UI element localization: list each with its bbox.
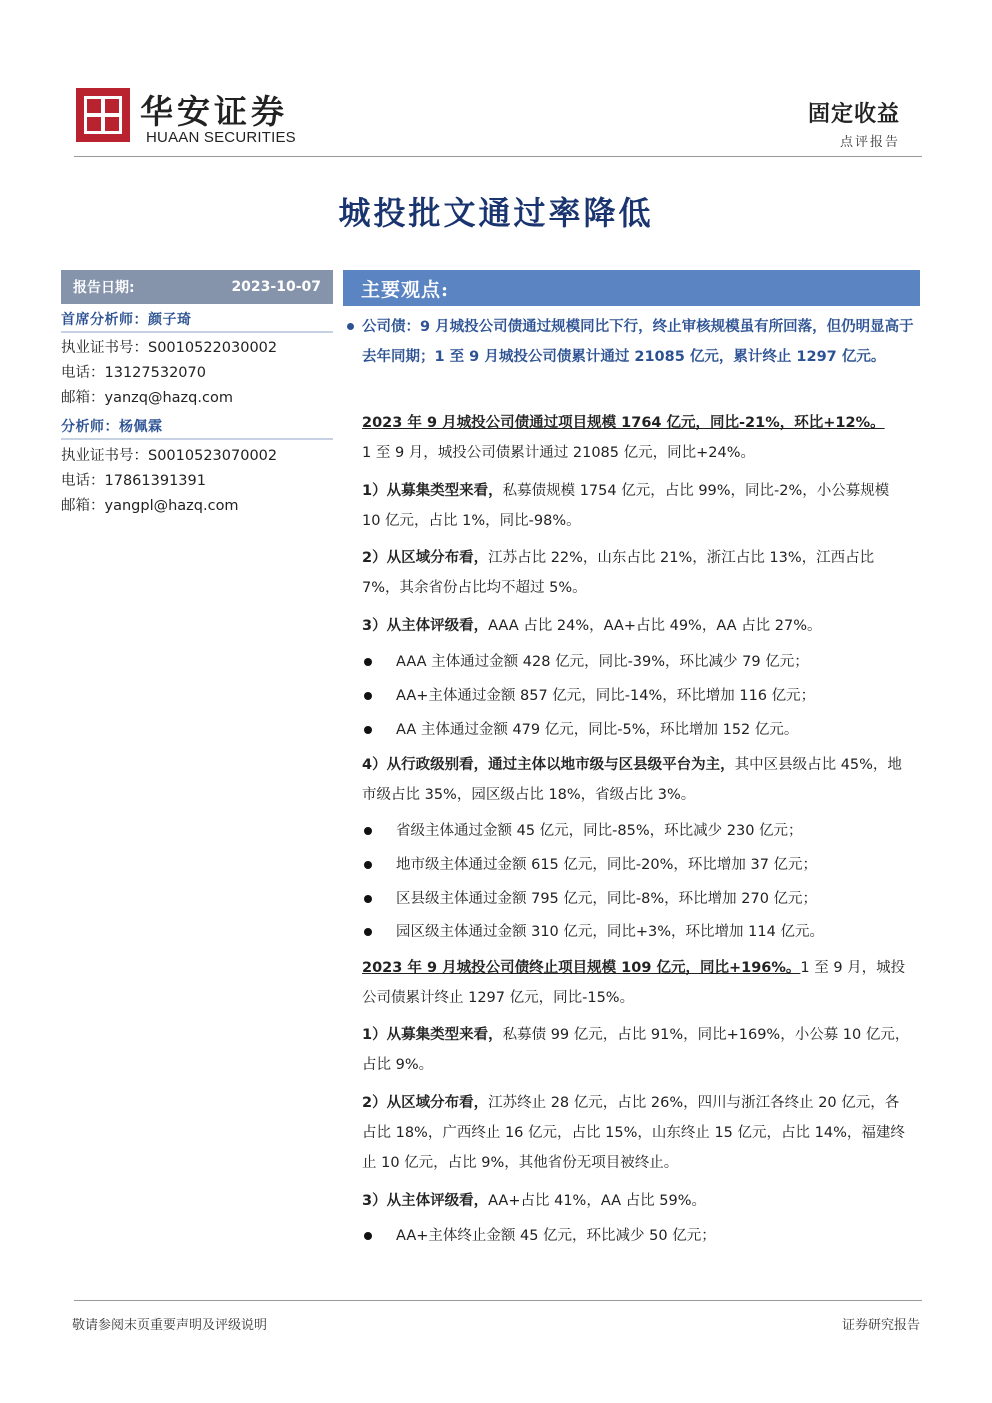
paragraph-body: 江苏终止 28 亿元，占比 26%，四川与浙江各终止 20 亿元，各占比 18%，广西终止 16 亿元，占比 15%，山东终止 15 亿元，占比 14%，福建终止 10 亿元，占比 9%，其他省份无项目被终止。 (362, 1095, 905, 1171)
main-points-banner: 主要观点: (343, 270, 920, 306)
analyst-divider (61, 331, 333, 333)
bullet-icon (347, 323, 354, 330)
report-date-value: 2023-10-07 (231, 279, 321, 295)
bullet-icon (364, 827, 372, 835)
section2-fundraising-paragraph (362, 1020, 910, 1080)
logo-english-name: HUAAN SECURITIES (146, 129, 296, 146)
footer-disclaimer: 敬请参阅末页重要声明及评级说明 (72, 1318, 268, 1333)
section1-admin-paragraph (362, 750, 910, 810)
brand-logo-icon (76, 88, 130, 142)
logo-chinese-name: 华安证券 (140, 92, 288, 131)
paragraph-lead: 4）从行政级别看，通过主体以地市级与区县级平台为主， (362, 757, 735, 773)
chief-analyst-license: 执业证书号：S0010522030002 (61, 340, 278, 356)
paragraph-lead: 2）从区域分布看， (362, 1095, 489, 1111)
section1-headline-rest: 1 至 9 月，城投公司债累计通过 21085 亿元，同比+24%。 (362, 445, 755, 461)
paragraph-lead: 2）从区域分布看， (362, 550, 489, 566)
chief-analyst-phone: 电话：13127532070 (61, 365, 206, 381)
analyst-license: 执业证书号：S0010523070002 (61, 448, 278, 464)
section2-headline (362, 953, 910, 1013)
section1-fundraising-paragraph (362, 476, 910, 536)
footer-divider (74, 1300, 922, 1301)
section2-headline-text: 2023 年 9 月城投公司债终止项目规模 109 亿元，同比+196%。 (362, 960, 801, 976)
paragraph-body: 江苏占比 22%，山东占比 21%，浙江占比 13%，江西占比 7%，其余省份占比均不超过 5%。 (362, 550, 875, 596)
analyst-phone: 电话：17861391391 (61, 473, 206, 489)
bullet-icon (364, 895, 372, 903)
bullet-icon (364, 928, 372, 936)
section1-rating-paragraph (362, 611, 910, 641)
bullet-icon (364, 726, 372, 734)
section2-headline-rest: 1 至 9 月，城投公司债累计终止 1297 亿元，同比-15%。 (362, 960, 906, 1006)
section1-region-paragraph (362, 543, 910, 603)
footer-report-type: 证券研究报告 (841, 1318, 920, 1333)
analyst-divider (61, 438, 333, 440)
paragraph-body: 其中区县级占比 45%，地市级占比 35%，园区级占比 18%，省级占比 3%。 (362, 757, 902, 803)
paragraph-body: AAA 占比 24%，AA+占比 49%，AA 占比 27%。 (488, 618, 822, 634)
paragraph-lead: 1）从募集类型来看， (362, 483, 503, 499)
section1-headline-text: 2023 年 9 月城投公司债通过项目规模 1764 亿元，同比-21%，环比+12%。 (362, 415, 885, 431)
bullet-icon (364, 692, 372, 700)
section2-region-paragraph (362, 1088, 910, 1178)
paragraph-lead: 3）从主体评级看， (362, 1193, 489, 1209)
document-subtype: 点评报告 (839, 135, 900, 150)
section2-rating-paragraph (362, 1186, 910, 1216)
paragraph-body: 私募债规模 1754 亿元，占比 99%，同比-2%，小公募规模 10 亿元，占比 1%，同比-98%。 (362, 483, 890, 529)
document-type: 固定收益 (807, 101, 900, 127)
report-title: 城投批文通过率降低 (338, 194, 654, 232)
bullet-icon (364, 1232, 372, 1240)
analyst-heading: 分析师：杨佩霖 (61, 419, 163, 435)
paragraph-body: AA+占比 41%，AA 占比 59%。 (488, 1193, 707, 1209)
analyst-email[interactable]: 邮箱：yangpl@hazq.com (61, 498, 239, 514)
chief-analyst-heading: 首席分析师：颜子琦 (61, 312, 192, 328)
paragraph-body: 私募债 99 亿元，占比 91%，同比+169%，小公募 10 亿元，占比 9%。 (362, 1027, 910, 1073)
chief-analyst-email[interactable]: 邮箱：yanzq@hazq.com (61, 390, 233, 406)
report-date-bar (61, 270, 333, 304)
report-date-label: 报告日期: (73, 280, 135, 296)
header-divider (74, 156, 922, 157)
summary-point (345, 312, 915, 372)
summary-text: 公司债：9 月城投公司债通过规模同比下行，终止审核规模虽有所回落，但仍明显高于去年同期；1 至 9 月城投公司债累计通过 21085 亿元，累计终止 1297 亿元。 (362, 319, 914, 365)
bullet-icon (364, 861, 372, 869)
paragraph-lead: 3）从主体评级看， (362, 618, 489, 634)
paragraph-lead: 1）从募集类型来看， (362, 1027, 503, 1043)
bullet-icon (364, 658, 372, 666)
section1-headline (362, 408, 910, 468)
